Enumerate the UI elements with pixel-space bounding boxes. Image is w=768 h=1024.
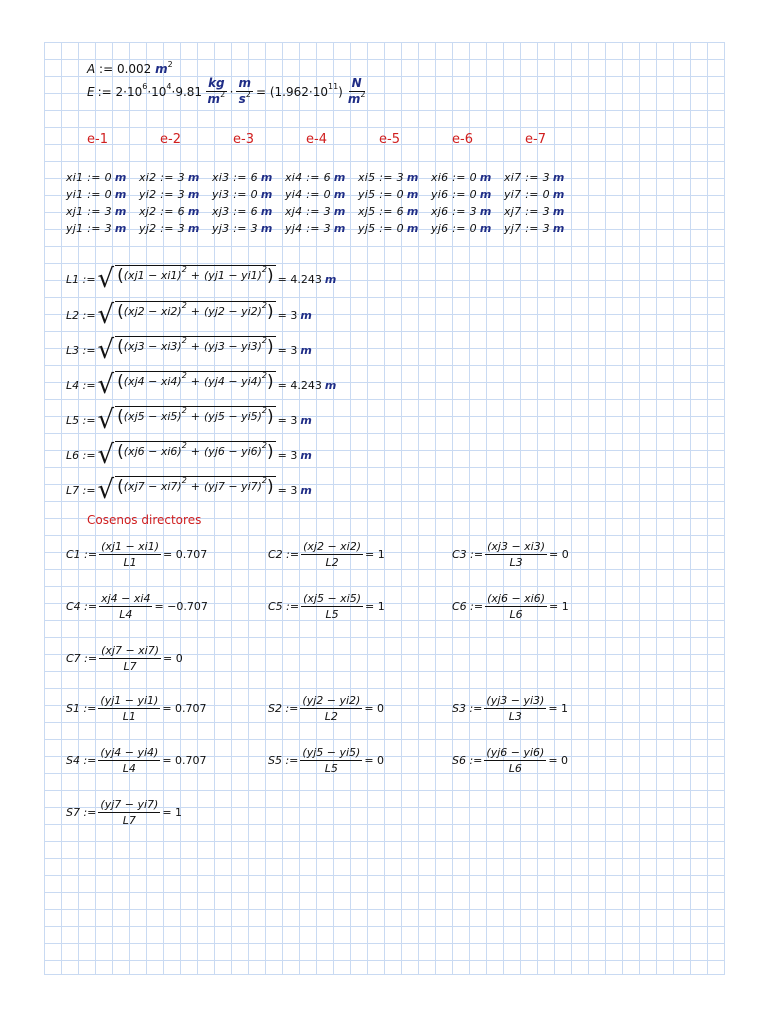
- coord-unit: m: [406, 205, 419, 218]
- sines-expr-1[interactable]: [66, 693, 207, 724]
- expr-value: = 0: [364, 702, 385, 715]
- expr-name: C2 :=: [268, 548, 300, 561]
- coord-text: xi5 := 3: [358, 171, 404, 184]
- coord-yj2[interactable]: [139, 222, 200, 235]
- sqrt-icon: √: [97, 264, 115, 294]
- dy-term: (yj5 − yi5): [204, 410, 262, 423]
- length-name: L1 :=: [66, 272, 96, 286]
- s2-unit: s: [238, 92, 246, 106]
- element-header-2: e-2: [160, 132, 181, 147]
- expr-name: C1 :=: [66, 548, 98, 561]
- length-name: L2 :=: [66, 308, 96, 322]
- fraction-denominator: L3: [508, 710, 522, 723]
- cosines-expr-4[interactable]: [66, 591, 208, 622]
- cosines-expr-7[interactable]: [66, 643, 183, 674]
- dy-square: 2: [261, 406, 268, 415]
- modulus-result-exp: 11: [327, 81, 339, 91]
- coord-text: yi1 := 0: [66, 188, 112, 201]
- coord-unit: m: [187, 222, 200, 235]
- coord-xj3[interactable]: [212, 205, 273, 218]
- fraction-numerator: (xj3 − xi3): [487, 540, 546, 553]
- area-unit-exp: 2: [167, 60, 173, 69]
- coord-text: xi7 := 3: [504, 171, 550, 184]
- fraction-denominator: L2: [325, 556, 339, 569]
- fraction: [485, 539, 547, 570]
- coord-unit: m: [552, 222, 565, 235]
- cosines-expr-5[interactable]: [268, 591, 385, 622]
- expr-value: = 0.707: [163, 548, 208, 561]
- coord-unit: m: [406, 188, 419, 201]
- plus-sign: +: [190, 269, 200, 282]
- dy-term: (yj6 − yi6): [204, 445, 262, 458]
- close-paren-icon: ): [267, 476, 274, 497]
- expr-value: = 0: [364, 754, 385, 767]
- coord-text: xi4 := 6: [285, 171, 331, 184]
- coord-unit: m: [114, 222, 127, 235]
- area-lhs: A: [87, 62, 96, 76]
- coord-text: yi4 := 0: [285, 188, 331, 201]
- coord-unit: m: [479, 171, 492, 184]
- dy-term: (yj1 − yi1): [204, 269, 262, 282]
- coord-xi1[interactable]: [66, 171, 127, 184]
- fraction: [99, 643, 161, 674]
- radicand: [115, 476, 276, 497]
- fraction: [99, 591, 152, 622]
- fraction-denominator: L3: [509, 556, 523, 569]
- open-paren-icon: (: [117, 301, 124, 322]
- coord-yi2[interactable]: [139, 188, 200, 201]
- coord-text: xi2 := 3: [139, 171, 185, 184]
- coord-text: yj7 := 3: [504, 222, 550, 235]
- plus-sign: +: [190, 305, 200, 318]
- fraction: [300, 745, 362, 776]
- dy-term: (yj3 − yi3): [204, 340, 262, 353]
- coord-yj7[interactable]: [504, 222, 565, 235]
- fraction: [99, 539, 161, 570]
- coord-text: xi6 := 0: [431, 171, 477, 184]
- fraction: [484, 693, 546, 724]
- fraction-numerator: (xj7 − xi7): [101, 644, 160, 657]
- expr-name: S5 :=: [268, 754, 299, 767]
- nm2-exp: 2: [360, 90, 366, 99]
- length-name: L4 :=: [66, 378, 96, 392]
- coord-unit: m: [187, 188, 200, 201]
- expr-value: = 1: [549, 600, 569, 613]
- coord-unit: m: [187, 171, 200, 184]
- m2-unit: m: [207, 92, 221, 106]
- dx-square: 2: [181, 265, 187, 274]
- close-paren-icon: ): [267, 371, 274, 392]
- dy-term: (yj4 − yi4): [204, 375, 262, 388]
- expr-name: S1 :=: [66, 702, 97, 715]
- length-row-6[interactable]: [66, 438, 312, 472]
- length-row-2[interactable]: [66, 298, 312, 332]
- fraction-numerator: (yj1 − yi1): [100, 694, 159, 707]
- open-paren-icon: (: [117, 265, 124, 286]
- cosines-expr-1[interactable]: [66, 539, 207, 570]
- coord-unit: m: [333, 205, 346, 218]
- expr-name: S3 :=: [452, 702, 483, 715]
- dx-term: (xj6 − xi6): [123, 445, 182, 458]
- coord-text: yi6 := 0: [431, 188, 477, 201]
- area-def: := 0.002: [99, 62, 152, 76]
- fraction-denominator: L7: [122, 814, 136, 827]
- length-row-3[interactable]: [66, 333, 312, 367]
- element-header-7: e-7: [525, 132, 546, 147]
- fraction: [485, 591, 547, 622]
- coord-unit: m: [114, 205, 127, 218]
- fraction-numerator: (xj1 − xi1): [101, 540, 160, 553]
- sines-expr-5[interactable]: [268, 745, 384, 776]
- fraction-numerator: (yj2 − yi2): [302, 694, 361, 707]
- sines-expr-7[interactable]: [66, 797, 182, 828]
- length-row-5[interactable]: [66, 403, 312, 437]
- expr-value: = 1: [162, 806, 183, 819]
- fraction-denominator: L1: [122, 710, 136, 723]
- sqrt-icon: √: [97, 440, 115, 470]
- coord-text: yj4 := 3: [285, 222, 331, 235]
- coord-text: xi1 := 0: [66, 171, 112, 184]
- coord-yj5[interactable]: [358, 222, 419, 235]
- length-unit: m: [300, 308, 312, 322]
- coord-yi7[interactable]: [504, 188, 565, 201]
- open-paren-icon: (: [117, 371, 124, 392]
- modulus-close: ): [338, 85, 343, 99]
- coord-unit: m: [333, 171, 346, 184]
- coord-unit: m: [479, 188, 492, 201]
- coord-xi2[interactable]: [139, 171, 200, 184]
- radicand: [115, 301, 276, 322]
- coord-text: yj1 := 3: [66, 222, 112, 235]
- fraction-numerator: (xj5 − xi5): [303, 592, 362, 605]
- length-unit: m: [300, 343, 312, 357]
- coord-yj6[interactable]: [431, 222, 492, 235]
- coord-text: xj5 := 6: [358, 205, 404, 218]
- fraction-numerator: (yj5 − yi5): [302, 746, 361, 759]
- coord-text: yi5 := 0: [358, 188, 404, 201]
- element-header-5: e-5: [379, 132, 400, 147]
- length-unit: m: [300, 413, 312, 427]
- plus-sign: +: [190, 445, 200, 458]
- length-name: L5 :=: [66, 413, 96, 427]
- close-paren-icon: ): [267, 336, 274, 357]
- fraction-denominator: L7: [123, 660, 137, 673]
- s2-exp: 2: [245, 90, 251, 99]
- coord-unit: m: [260, 222, 273, 235]
- coord-yi6[interactable]: [431, 188, 492, 201]
- sines-expr-4[interactable]: [66, 745, 207, 776]
- radicand: [115, 441, 276, 462]
- coord-text: yi7 := 0: [504, 188, 550, 201]
- coord-unit: m: [406, 222, 419, 235]
- dy-square: 2: [261, 441, 268, 450]
- dx-term: (xj3 − xi3): [123, 340, 182, 353]
- coord-text: xj3 := 6: [212, 205, 258, 218]
- cosines-expr-6[interactable]: [452, 591, 569, 622]
- coord-unit: m: [260, 205, 273, 218]
- coord-yj1[interactable]: [66, 222, 127, 235]
- coord-xj1[interactable]: [66, 205, 127, 218]
- radicand: [115, 406, 276, 427]
- coord-text: yi2 := 3: [139, 188, 185, 201]
- fraction: [301, 591, 363, 622]
- element-header-6: e-6: [452, 132, 473, 147]
- length-result: = 4.243: [277, 272, 322, 286]
- modulus-definition[interactable]: [87, 76, 365, 108]
- fraction: [484, 745, 546, 776]
- coord-text: yj2 := 3: [139, 222, 185, 235]
- expr-value: = 1: [365, 600, 385, 613]
- coord-unit: m: [260, 188, 273, 201]
- coord-xj6[interactable]: [431, 205, 492, 218]
- dx-square: 2: [181, 301, 187, 310]
- plus-sign: +: [190, 410, 200, 423]
- dy-square: 2: [261, 265, 268, 274]
- sqrt-icon: √: [97, 300, 115, 330]
- coord-xj5[interactable]: [358, 205, 419, 218]
- length-result: = 3: [277, 483, 298, 497]
- expr-name: C5 :=: [268, 600, 300, 613]
- radicand: [115, 265, 276, 286]
- fraction-denominator: L6: [508, 762, 522, 775]
- section-title-cosenos: Cosenos directores: [87, 513, 202, 527]
- coord-unit: m: [333, 188, 346, 201]
- expr-name: C6 :=: [452, 600, 484, 613]
- m-unit: m: [238, 76, 251, 90]
- length-result: = 3: [277, 448, 298, 462]
- fraction-numerator: (xj6 − xi6): [487, 592, 546, 605]
- fraction-numerator: (yj3 − yi3): [486, 694, 545, 707]
- length-name: L7 :=: [66, 483, 96, 497]
- coord-unit: m: [552, 188, 565, 201]
- coord-text: yj6 := 0: [431, 222, 477, 235]
- open-paren-icon: (: [117, 336, 124, 357]
- n-per-m2-fraction: [348, 76, 366, 108]
- fraction-denominator: L6: [509, 608, 523, 621]
- modulus-result: = (1.962·10: [255, 85, 328, 99]
- dx-square: 2: [181, 336, 187, 345]
- kg-unit: kg: [208, 76, 225, 90]
- modulus-tail: ·9.81: [171, 85, 203, 99]
- element-header-1: e-1: [87, 132, 108, 147]
- coord-xj2[interactable]: [139, 205, 200, 218]
- kg-per-m2-fraction: [206, 76, 227, 108]
- coord-unit: m: [479, 222, 492, 235]
- plus-sign: +: [190, 375, 200, 388]
- close-paren-icon: ): [267, 265, 274, 286]
- fraction-numerator: xj4 − xi4: [101, 592, 151, 605]
- open-paren-icon: (: [117, 476, 124, 497]
- coord-yi5[interactable]: [358, 188, 419, 201]
- coord-text: xj7 := 3: [504, 205, 550, 218]
- coord-yi4[interactable]: [285, 188, 346, 201]
- expr-value: = 0.707: [162, 702, 207, 715]
- expr-value: = 1: [365, 548, 385, 561]
- expr-name: C4 :=: [66, 600, 98, 613]
- expr-name: S7 :=: [66, 806, 97, 819]
- dx-square: 2: [181, 441, 187, 450]
- coord-yi1[interactable]: [66, 188, 127, 201]
- sqrt-icon: √: [97, 475, 115, 505]
- expr-name: S6 :=: [452, 754, 483, 767]
- expr-value: = −0.707: [154, 600, 208, 613]
- coord-unit: m: [479, 205, 492, 218]
- coord-unit: m: [114, 188, 127, 201]
- fraction: [98, 693, 160, 724]
- expr-value: = 0: [163, 652, 183, 665]
- length-name: L6 :=: [66, 448, 96, 462]
- dy-square: 2: [261, 371, 268, 380]
- fraction-denominator: L2: [324, 710, 338, 723]
- coord-xi5[interactable]: [358, 171, 419, 184]
- coord-unit: m: [260, 171, 273, 184]
- coord-text: xj6 := 3: [431, 205, 477, 218]
- fraction-denominator: L4: [122, 762, 136, 775]
- expr-value: = 0: [548, 754, 569, 767]
- m2-exp: 2: [220, 90, 226, 99]
- expr-name: C3 :=: [452, 548, 484, 561]
- fraction-numerator: (xj2 − xi2): [303, 540, 362, 553]
- coord-text: xj2 := 6: [139, 205, 185, 218]
- length-result: = 4.243: [277, 378, 322, 392]
- fraction-numerator: (yj7 − yi7): [100, 798, 159, 811]
- fraction: [300, 693, 362, 724]
- n-unit: N: [349, 76, 365, 92]
- dx-term: (xj1 − xi1): [123, 269, 182, 282]
- expr-value: = 1: [548, 702, 569, 715]
- open-paren-icon: (: [117, 406, 124, 427]
- modulus-exp-1: 6: [142, 81, 148, 91]
- nm2-unit: m: [347, 92, 361, 106]
- coord-text: yj5 := 0: [358, 222, 404, 235]
- cosines-expr-3[interactable]: [452, 539, 569, 570]
- fraction: [301, 539, 363, 570]
- length-row-7[interactable]: [66, 473, 312, 507]
- coord-xj4[interactable]: [285, 205, 346, 218]
- dx-term: (xj4 − xi4): [123, 375, 182, 388]
- coord-text: yj3 := 3: [212, 222, 258, 235]
- length-result: = 3: [277, 308, 298, 322]
- coord-unit: m: [333, 222, 346, 235]
- coord-yj3[interactable]: [212, 222, 273, 235]
- element-header-4: e-4: [306, 132, 327, 147]
- sqrt-icon: √: [97, 335, 115, 365]
- fraction-denominator: L4: [119, 608, 133, 621]
- coord-unit: m: [552, 171, 565, 184]
- coord-xi7[interactable]: [504, 171, 565, 184]
- element-header-3: e-3: [233, 132, 254, 147]
- length-row-1[interactable]: [66, 262, 336, 296]
- close-paren-icon: ): [267, 441, 274, 462]
- coord-text: xj4 := 3: [285, 205, 331, 218]
- length-result: = 3: [277, 343, 298, 357]
- close-paren-icon: ): [267, 406, 274, 427]
- coord-xi6[interactable]: [431, 171, 492, 184]
- dx-term: (xj5 − xi5): [123, 410, 182, 423]
- fraction-denominator: L1: [123, 556, 137, 569]
- coord-unit: m: [552, 205, 565, 218]
- coord-yi3[interactable]: [212, 188, 273, 201]
- area-definition[interactable]: [87, 62, 173, 76]
- area-unit: m: [155, 62, 168, 76]
- length-result: = 3: [277, 413, 298, 427]
- coord-text: xi3 := 6: [212, 171, 258, 184]
- open-paren-icon: (: [117, 441, 124, 462]
- length-unit: m: [324, 378, 337, 392]
- plus-sign: +: [190, 340, 200, 353]
- modulus-def: := 2·10: [97, 85, 143, 99]
- coord-unit: m: [187, 205, 200, 218]
- fraction: [98, 797, 160, 828]
- fraction: [98, 745, 160, 776]
- dx-square: 2: [181, 371, 187, 380]
- coord-unit: m: [114, 171, 127, 184]
- cosines-expr-2[interactable]: [268, 539, 385, 570]
- dy-term: (yj2 − yi2): [204, 305, 262, 318]
- length-name: L3 :=: [66, 343, 96, 357]
- expr-name: C7 :=: [66, 652, 98, 665]
- modulus-lhs: E: [87, 85, 95, 99]
- fraction-denominator: L5: [325, 608, 339, 621]
- coord-xi3[interactable]: [212, 171, 273, 184]
- fraction-numerator: (yj4 − yi4): [100, 746, 159, 759]
- coord-unit: m: [406, 171, 419, 184]
- length-row-4[interactable]: [66, 368, 336, 402]
- length-unit: m: [300, 448, 312, 462]
- coord-yj4[interactable]: [285, 222, 346, 235]
- coord-xi4[interactable]: [285, 171, 346, 184]
- dy-square: 2: [261, 476, 268, 485]
- sines-expr-3[interactable]: [452, 693, 568, 724]
- dy-term: (yj7 − yi7): [204, 480, 262, 493]
- coord-text: yi3 := 0: [212, 188, 258, 201]
- expr-value: = 0.707: [162, 754, 207, 767]
- dx-square: 2: [181, 406, 187, 415]
- sines-expr-6[interactable]: [452, 745, 568, 776]
- dx-square: 2: [181, 476, 187, 485]
- expr-name: S2 :=: [268, 702, 299, 715]
- expr-value: = 0: [549, 548, 569, 561]
- coord-xj7[interactable]: [504, 205, 565, 218]
- close-paren-icon: ): [267, 301, 274, 322]
- length-unit: m: [324, 272, 337, 286]
- plus-sign: +: [190, 480, 200, 493]
- radicand: [115, 336, 276, 357]
- dy-square: 2: [261, 336, 268, 345]
- modulus-exp-2: 4: [166, 81, 172, 91]
- m-per-s2-fraction: [236, 76, 253, 108]
- sqrt-icon: √: [97, 370, 115, 400]
- length-unit: m: [300, 483, 312, 497]
- fraction-denominator: L5: [324, 762, 338, 775]
- dx-term: (xj2 − xi2): [123, 305, 182, 318]
- unit-dot: ·: [229, 85, 234, 99]
- dy-square: 2: [261, 301, 268, 310]
- modulus-mid: ·10: [147, 85, 167, 99]
- sqrt-icon: √: [97, 405, 115, 435]
- dx-term: (xj7 − xi7): [123, 480, 182, 493]
- sines-expr-2[interactable]: [268, 693, 384, 724]
- radicand: [115, 371, 276, 392]
- expr-name: S4 :=: [66, 754, 97, 767]
- fraction-numerator: (yj6 − yi6): [486, 746, 545, 759]
- coord-text: xj1 := 3: [66, 205, 112, 218]
